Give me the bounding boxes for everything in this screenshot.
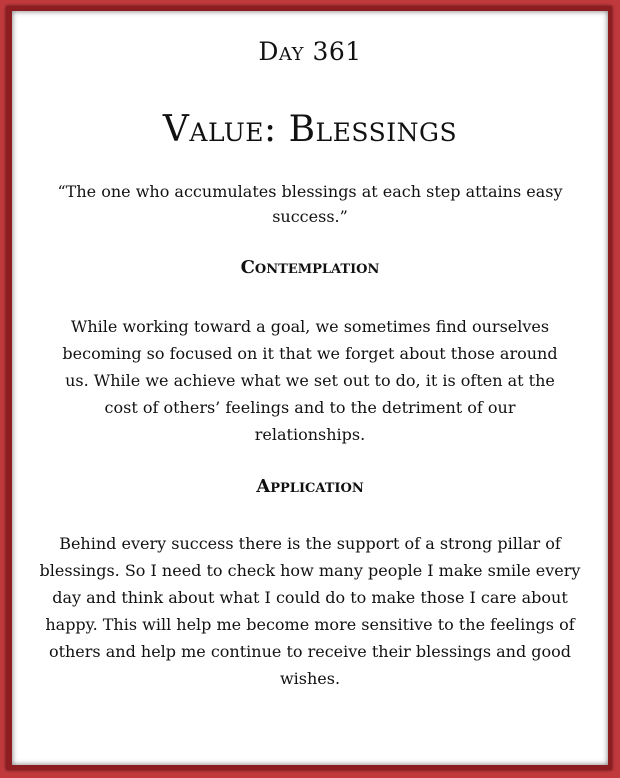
application-heading: Application [256,476,364,497]
contemplation-heading: Contemplation [240,257,380,278]
contemplation-paragraph: While working toward a goal, we sometimes find ourselves becoming so focused on it that we forget about those around us. While we achieve what we set out to do, it is often at the cost of others’ feelings and to the detriment of our relationships. [62,317,558,444]
quote-text: “The one who accumulates blessings at each step attains easy success.” [57,182,563,226]
day-heading: Day 361 [258,37,362,66]
application-paragraph: Behind every success there is the support of a strong pillar of blessings. So I need to check how many people I make smile every day and think about what I could do to make those I care about happy. This will help me become more sensitive to the feelings of others and help me continue to receive their blessings and good wishes. [39,534,581,688]
value-heading: Value: Blessings [162,109,458,150]
page-card [12,11,608,765]
